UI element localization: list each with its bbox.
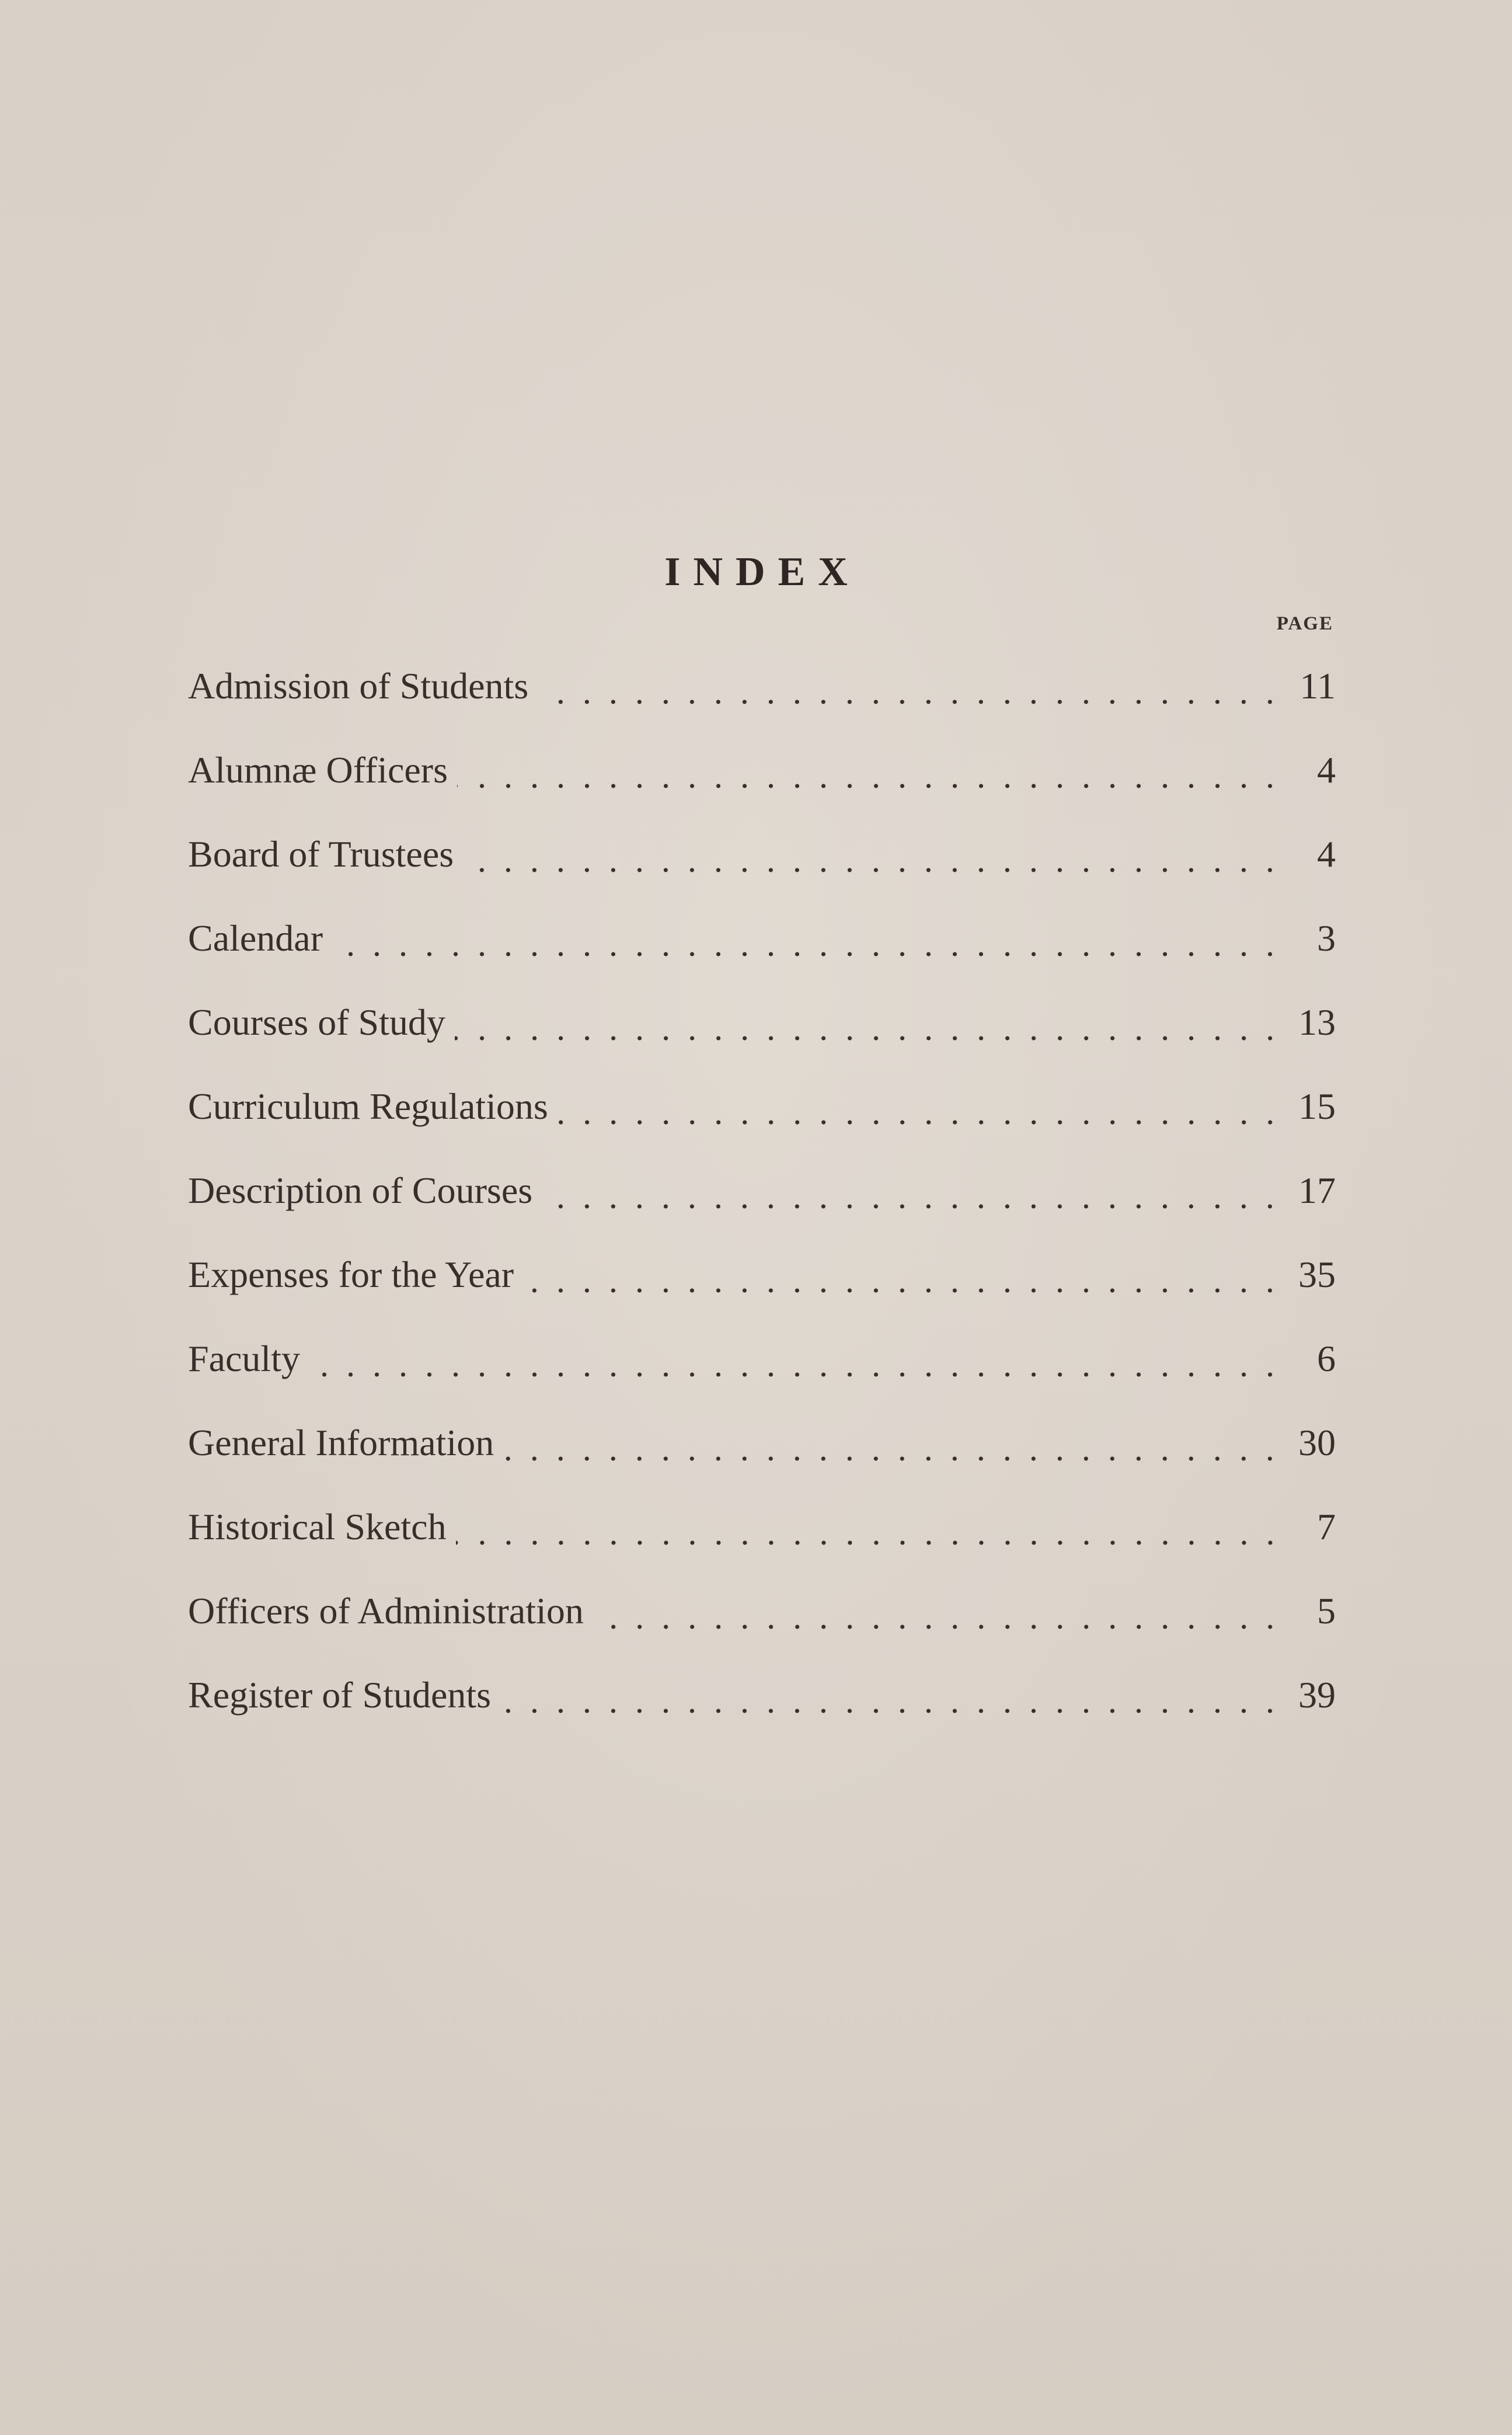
entry-page-number: 11 [1300,665,1336,707]
dot-leader [455,1001,1283,1044]
index-entry [188,1505,1336,1589]
dot-leader [503,1421,1283,1465]
entry-title: Calendar [188,917,323,959]
entry-title: General Information [188,1422,494,1463]
dot-leader [457,749,1283,792]
dot-leader [593,1589,1283,1633]
entry-title: Officers of Administration [188,1590,584,1632]
dot-leader [558,1085,1283,1128]
entry-page-number: 7 [1317,1506,1336,1547]
index-entry [188,1001,1336,1085]
entry-title: Register of Students [188,1674,492,1716]
entry-page-number: 4 [1317,833,1336,875]
entry-title: Board of Trustees [188,833,454,875]
entry-page-number: 5 [1317,1590,1336,1632]
index-entry [188,1589,1336,1674]
dot-leader [463,833,1283,876]
entry-title: Curriculum Regulations [188,1086,548,1127]
entry-page-number: 6 [1317,1338,1336,1379]
entry-title: Alumnæ Officers [188,749,448,791]
entry-title: Courses of Study [188,1001,445,1043]
dot-leader [500,1674,1283,1717]
dot-leader [538,665,1283,708]
entry-title: Expenses for the Year [188,1254,514,1295]
entry-page-number: 15 [1298,1086,1336,1127]
page-title: INDEX [664,549,860,594]
entry-title: Faculty [188,1338,300,1379]
entry-page-number: 39 [1298,1674,1336,1716]
page-column-label: PAGE [1276,613,1333,634]
index-entry [188,1337,1336,1421]
index-entry [188,749,1336,833]
dot-leader [332,917,1283,960]
index-entry [188,1085,1336,1169]
entry-page-number: 3 [1317,917,1336,959]
entry-page-number: 17 [1298,1170,1336,1211]
dot-leader [309,1337,1283,1380]
index-entry [188,1169,1336,1253]
entry-page-number: 35 [1298,1254,1336,1295]
entry-page-number: 30 [1298,1422,1336,1463]
entry-page-number: 13 [1298,1001,1336,1043]
index-entry [188,1253,1336,1337]
dot-leader [523,1253,1283,1296]
index-list [188,665,1336,1758]
index-entry [188,665,1336,749]
dot-leader [542,1169,1283,1212]
index-entry [188,1421,1336,1505]
index-entry [188,833,1336,917]
index-entry [188,1674,1336,1758]
entry-title: Description of Courses [188,1170,533,1211]
dot-leader [456,1505,1283,1549]
entry-title: Historical Sketch [188,1506,447,1547]
entry-page-number: 4 [1317,749,1336,791]
entry-title: Admission of Students [188,665,529,707]
index-entry [188,917,1336,1001]
